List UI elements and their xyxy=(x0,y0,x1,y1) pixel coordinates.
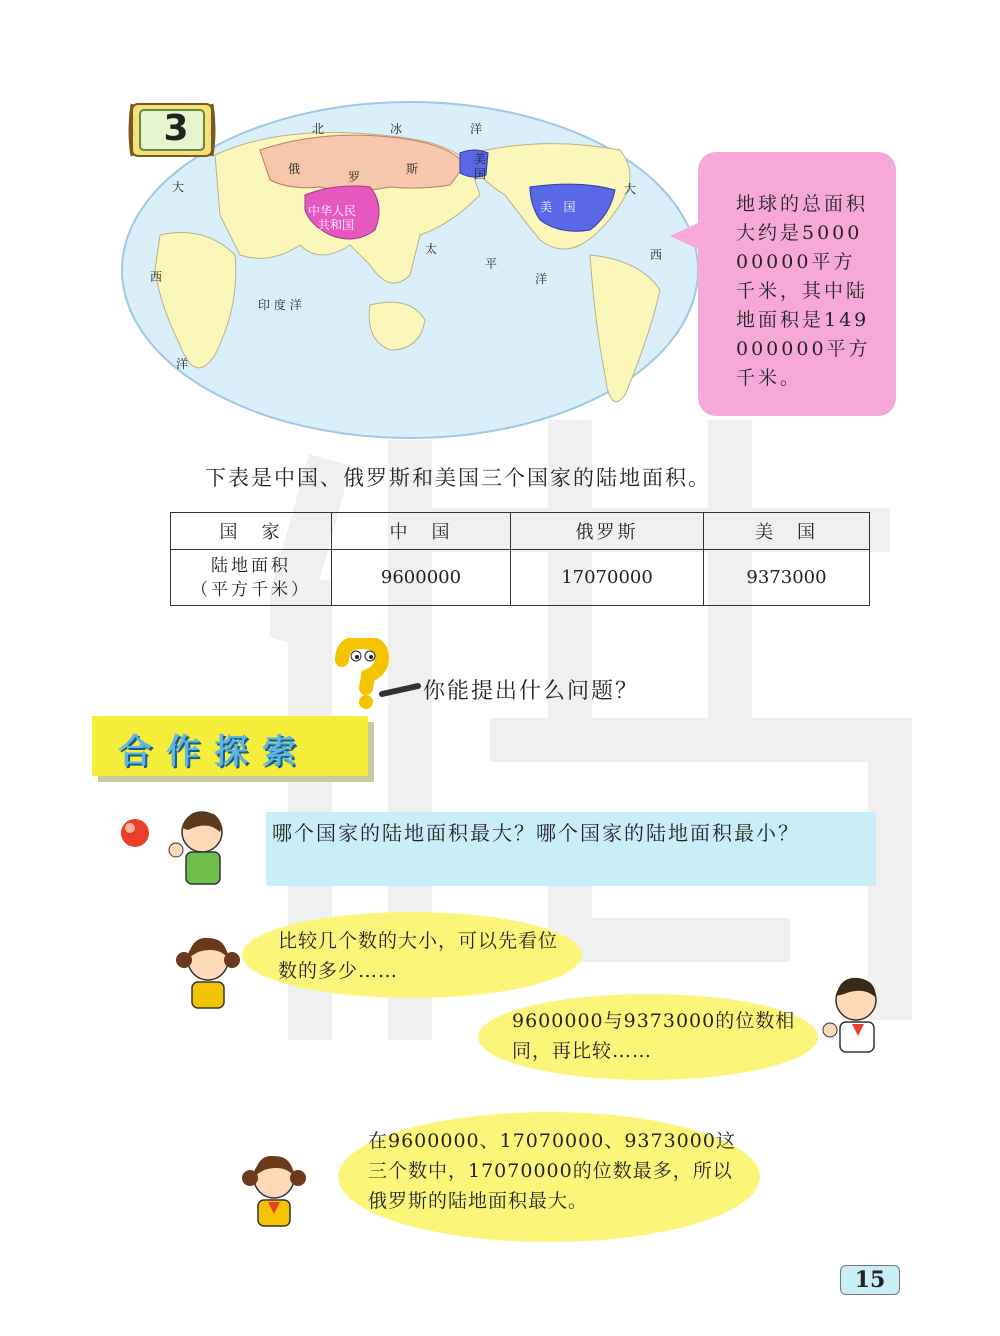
land-area-table xyxy=(170,512,870,606)
page-number: 15 xyxy=(840,1265,900,1295)
prompt-question: 你能提出什么问题？ xyxy=(423,679,640,704)
table-header-russia: 俄罗斯 xyxy=(511,513,704,550)
speech-bubble-1-text: 比较几个数的大小，可以先看位数的多少…… xyxy=(278,930,559,982)
map-label-russia-2: 罗 xyxy=(348,170,361,184)
intro-sentence: 下表是中国、俄罗斯和美国三个国家的陆地面积。 xyxy=(205,466,711,490)
boy-avatar-2 xyxy=(818,972,890,1060)
red-dot-icon xyxy=(118,816,152,850)
cell-russia-area: 17070000 xyxy=(511,550,704,606)
map-label-indian-ocean: 印 度 洋 xyxy=(258,298,302,312)
table-header-usa: 美 国 xyxy=(704,513,870,550)
map-label-china-2: 共和国 xyxy=(318,218,355,232)
girl-avatar-2 xyxy=(238,1148,310,1232)
table-row-label xyxy=(171,550,332,606)
map-label-pacific-3: 洋 xyxy=(535,272,548,286)
cell-usa-area: 9373000 xyxy=(704,550,870,606)
cell-china-area: 9600000 xyxy=(332,550,511,606)
map-label-arctic-2: 冰 xyxy=(390,122,403,136)
boy-avatar xyxy=(158,806,238,890)
map-label-atlantic-left-2: 西 xyxy=(150,270,163,284)
question-mark-icon xyxy=(322,638,422,710)
map-label-pacific-1: 太 xyxy=(425,242,438,256)
main-question-text: 哪个国家的陆地面积最大？哪个国家的陆地面积最小？ xyxy=(272,821,800,845)
map-label-atlantic-right-2: 西 xyxy=(650,248,663,262)
map-label-arctic-1: 北 xyxy=(312,122,325,136)
map-label-atlantic-left-3: 洋 xyxy=(176,357,189,371)
map-label-usa: 美 国 xyxy=(540,200,576,214)
speech-bubble-3-text: 在9600000、17070000、9373000这三个数中，17070000的位数最多，所以俄罗斯的陆地面积最大。 xyxy=(368,1130,736,1212)
map-label-pacific-2: 平 xyxy=(485,257,498,271)
table-row xyxy=(171,550,870,606)
speech-bubble-2-text: 9600000与9373000的位数相同，再比较…… xyxy=(512,1010,796,1062)
row-label-line-1: 陆地面积 xyxy=(211,555,291,576)
table-header-row xyxy=(171,513,870,550)
map-label-atlantic-right-1: 大 xyxy=(624,182,637,196)
table-header-country: 国 家 xyxy=(171,513,332,550)
lesson-number: 3 xyxy=(163,108,189,149)
section-title: 合作探索 xyxy=(118,732,310,772)
map-label-russia-3: 斯 xyxy=(406,162,419,176)
map-label-atlantic-left-1: 大 xyxy=(172,180,185,194)
girl-avatar xyxy=(172,930,244,1014)
map-label-russia-1: 俄 xyxy=(288,162,301,176)
map-label-arctic-3: 洋 xyxy=(470,122,483,136)
table-header-china: 中 国 xyxy=(332,513,511,550)
map-label-alaska-2: 国 xyxy=(474,167,487,181)
row-label-line-2: （平方千米） xyxy=(191,579,311,600)
map-label-china-1: 中华人民 xyxy=(308,204,357,218)
info-callout-text: 地球的总面积大约是500000000平方千米，其中陆地面积是149000000平方千米。 xyxy=(736,193,871,389)
map-label-alaska-1: 美 xyxy=(474,152,487,166)
